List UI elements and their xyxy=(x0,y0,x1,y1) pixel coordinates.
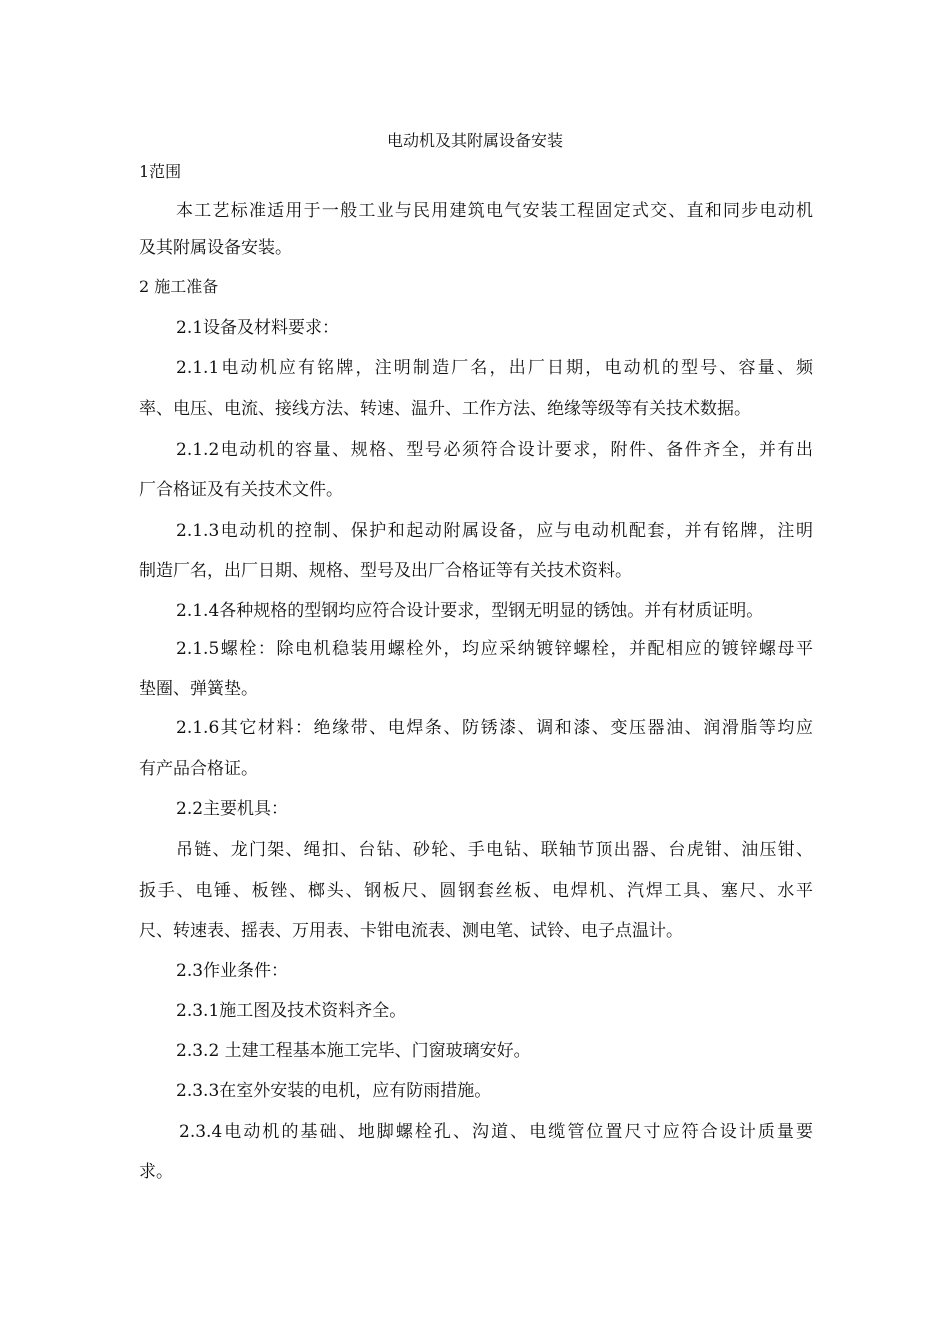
paragraph-line: 本工艺标准适用于一般工业与民用建筑电气安装工程固定式交、直和同步电动机 xyxy=(176,201,813,221)
paragraph-line: 2.3.4电动机的基础、地脚螺栓孔、沟道、电缆管位置尺寸应符合设计质量要 xyxy=(179,1122,813,1142)
paragraph-line: 扳手、电锤、板锉、榔头、钢板尺、圆钢套丝板、电焊机、汽焊工具、塞尺、水平 xyxy=(139,881,813,901)
subsection-heading: 2.1设备及材料要求： xyxy=(176,318,340,338)
section-heading-preparation: 2 施工准备 xyxy=(139,277,219,296)
paragraph-line: 2.3.1施工图及技术资料齐全。 xyxy=(176,1001,407,1021)
paragraph-line: 垫圈、弹簧垫。 xyxy=(139,679,258,699)
paragraph-line: 2.1.4各种规格的型钢均应符合设计要求，型钢无明显的锈蚀。并有材质证明。 xyxy=(176,601,764,621)
paragraph-line: 吊链、龙门架、绳扣、台钻、砂轮、手电钻、联轴节顶出器、台虎钳、油压钳、 xyxy=(176,840,813,860)
paragraph-line: 率、电压、电流、接线方法、转速、温升、工作方法、绝缘等级等有关技术数据。 xyxy=(139,399,751,419)
paragraph-line: 2.1.3电动机的控制、保护和起动附属设备，应与电动机配套，并有铭牌，注明 xyxy=(176,521,813,541)
paragraph-line: 及其附属设备安装。 xyxy=(139,238,292,258)
subsection-heading: 2.2主要机具： xyxy=(176,799,289,819)
paragraph-line: 2.1.6其它材料：绝缘带、电焊条、防锈漆、调和漆、变压器油、润滑脂等均应 xyxy=(176,718,813,738)
document-title: 电动机及其附属设备安装 xyxy=(386,131,563,150)
paragraph-line: 2.3.3在室外安装的电机，应有防雨措施。 xyxy=(176,1081,492,1101)
subsection-heading: 2.3作业条件： xyxy=(176,961,289,981)
paragraph-line: 厂合格证及有关技术文件。 xyxy=(139,480,343,500)
paragraph-line: 2.1.2电动机的容量、规格、型号必须符合设计要求，附件、备件齐全，并有出 xyxy=(176,440,813,460)
paragraph-line: 尺、转速表、摇表、万用表、卡钳电流表、测电笔、试铃、电子点温计。 xyxy=(139,921,683,941)
paragraph-line: 2.1.1电动机应有铭牌，注明制造厂名，出厂日期，电动机的型号、容量、频 xyxy=(176,358,813,378)
paragraph-line: 求。 xyxy=(139,1162,173,1182)
paragraph-line: 2.1.5螺栓：除电机稳装用螺栓外，均应采纳镀锌螺栓，并配相应的镀锌螺母平 xyxy=(176,639,813,659)
section-heading-scope: 1范围 xyxy=(139,162,182,181)
paragraph-line: 制造厂名，出厂日期、规格、型号及出厂合格证等有关技术资料。 xyxy=(139,561,632,581)
paragraph-line: 有产品合格证。 xyxy=(139,759,258,779)
paragraph-line: 2.3.2 土建工程基本施工完毕、门窗玻璃安好。 xyxy=(176,1041,531,1061)
